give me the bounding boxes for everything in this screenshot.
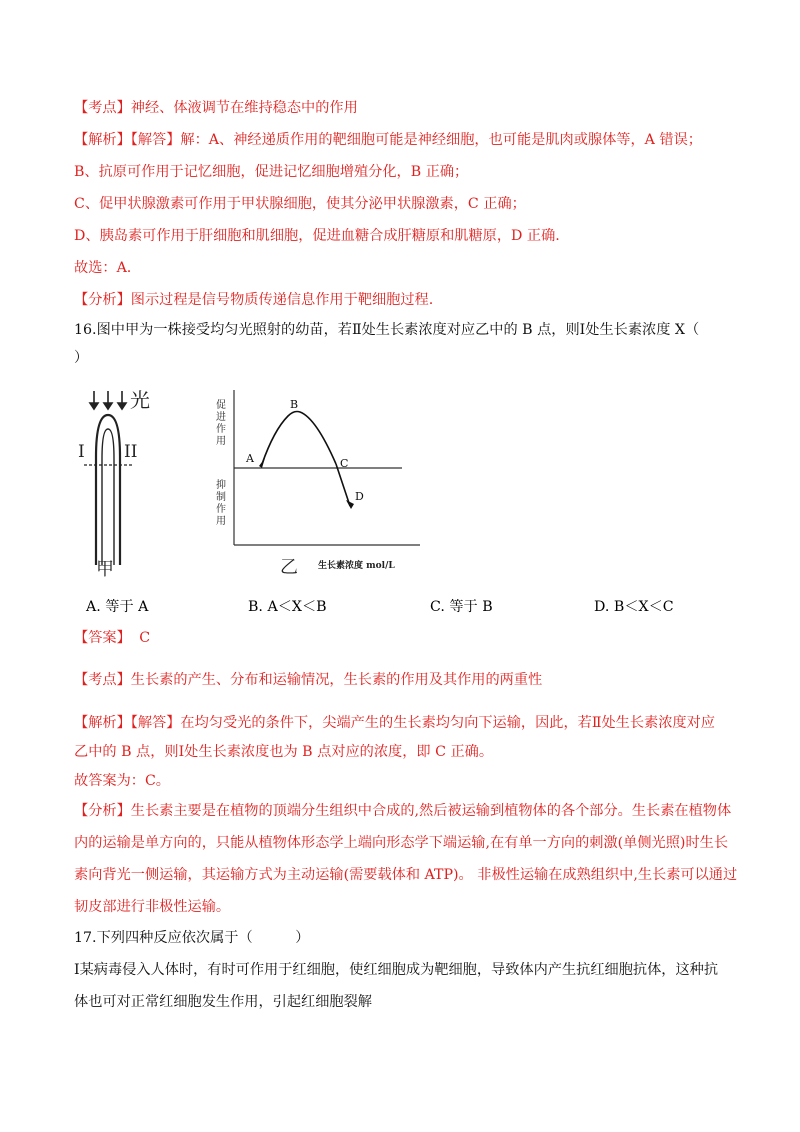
point-C-label: C xyxy=(340,457,349,470)
point-D-label: D xyxy=(355,490,364,503)
point-B-label: B xyxy=(290,398,299,411)
option-D[interactable]: D. B＜X＜C xyxy=(594,599,674,615)
q16-fenxi-line-3: 素向背光一侧运输，其运输方式为主动运输(需要载体和 ATP)。 非极性运输在成熟组织中,生长素可以通过 xyxy=(74,867,738,883)
q15-jiexi-line-2: B、抗原可作用于记忆细胞，促进记忆细胞增殖分化，B 正确； xyxy=(74,164,469,180)
figure-jia-caption: 甲 xyxy=(96,559,114,580)
q16-answer xyxy=(74,628,726,648)
svg-text:促: 促 xyxy=(216,400,226,411)
q16-jiexi-line-2: 乙中的 B 点，则Ⅰ处生长素浓度也为 B 点对应的浓度，即 C 正确。 xyxy=(74,744,494,760)
svg-text:进: 进 xyxy=(216,412,226,423)
curve-upper xyxy=(262,412,336,465)
svg-text:抑: 抑 xyxy=(216,480,226,491)
answer-label: 【答案】 xyxy=(74,630,131,646)
x-axis-label: 生长素浓度 mol/L xyxy=(318,561,395,571)
point-A-marker xyxy=(259,458,265,468)
q15-jiexi-line-3: C、促甲状腺激素可作用于甲状腺细胞，使其分泌甲状腺激素，C 正确； xyxy=(74,196,526,212)
svg-text:用: 用 xyxy=(216,436,226,447)
option-A[interactable]: A. 等于 A xyxy=(86,599,149,615)
q16-stem-line-2: ） xyxy=(74,350,89,366)
svg-text:作: 作 xyxy=(216,504,226,515)
point-D-marker xyxy=(346,500,354,509)
figure-yi-caption: 乙 xyxy=(280,557,298,578)
curve-lower xyxy=(336,464,350,506)
light-arrows xyxy=(90,391,126,409)
seedling-inner xyxy=(102,429,114,565)
q17-item-1-line-2: 体也可对正常红细胞发生作用，引起红细胞裂解 xyxy=(74,994,372,1010)
label-I: I xyxy=(78,442,85,462)
light-label: 光 xyxy=(130,388,150,412)
q16-guda: 故答案为：C。 xyxy=(74,773,170,789)
option-C[interactable]: C. 等于 B xyxy=(430,599,493,615)
q15-guxuan: 故选：A. xyxy=(74,260,132,276)
option-B[interactable]: B. A＜X＜B xyxy=(248,599,327,615)
q16-jiexi-line-1: 【解析】【解答】在均匀受光的条件下，尖端产生的生长素均匀向下运输，因此，若Ⅱ处生长素浓度对应 xyxy=(74,715,715,731)
q15-kaodian: 【考点】神经、体液调节在维持稳态中的作用 xyxy=(74,100,358,116)
q16-fenxi-line-4: 韧皮部进行非极性运输。 xyxy=(74,899,231,915)
q16-fenxi-line-2: 内的运输是单方向的，只能从植物体形态学上端向形态学下端运输,在有单一方向的刺激(单侧光照)时生长 xyxy=(74,835,729,851)
label-II: II xyxy=(124,442,138,462)
seedling-figure-jia xyxy=(72,385,182,580)
svg-text:用: 用 xyxy=(216,516,226,527)
q15-jiexi-line-1: 【解析】【解答】解：A、神经递质作用的靶细胞可能是神经细胞，也可能是肌肉或腺体等，A 错误； xyxy=(74,132,702,148)
answer-value: C xyxy=(139,630,151,646)
q15-jiexi-line-4: D、胰岛素可作用于肝细胞和肌细胞，促进血糖合成肝糖原和肌糖原，D 正确. xyxy=(74,228,560,244)
q16-stem-line-1: 16.图中甲为一株接受均匀光照射的幼苗，若Ⅱ处生长素浓度对应乙中的 B 点，则Ⅰ处生长素浓度 X（ xyxy=(74,322,700,338)
q16-kaodian: 【考点】生长素的产生、分布和运输情况，生长素的作用及其作用的两重性 xyxy=(74,672,543,688)
q17-item-1-line-1: Ⅰ某病毒侵入人体时，有时可作用于红细胞，使红细胞成为靶细胞，导致体内产生抗红细胞抗体，这种抗 xyxy=(74,962,719,978)
growth-curve-figure-yi xyxy=(200,380,430,580)
y-label-inhibit xyxy=(216,478,226,527)
svg-text:制: 制 xyxy=(216,492,226,503)
svg-text:作: 作 xyxy=(216,424,226,435)
q15-fenxi: 【分析】图示过程是信号物质传递信息作用于靶细胞过程. xyxy=(74,292,434,308)
point-A-label: A xyxy=(246,452,254,465)
q17-stem: 17.下列四种反应依次属于（ ） xyxy=(74,930,310,946)
q16-fenxi-line-1: 【分析】生长素主要是在植物的顶端分生组织中合成的,然后被运输到植物体的各个部分。生长素在植物体 xyxy=(74,803,732,819)
y-label-promote xyxy=(216,399,226,447)
seedling-outer xyxy=(96,415,120,565)
